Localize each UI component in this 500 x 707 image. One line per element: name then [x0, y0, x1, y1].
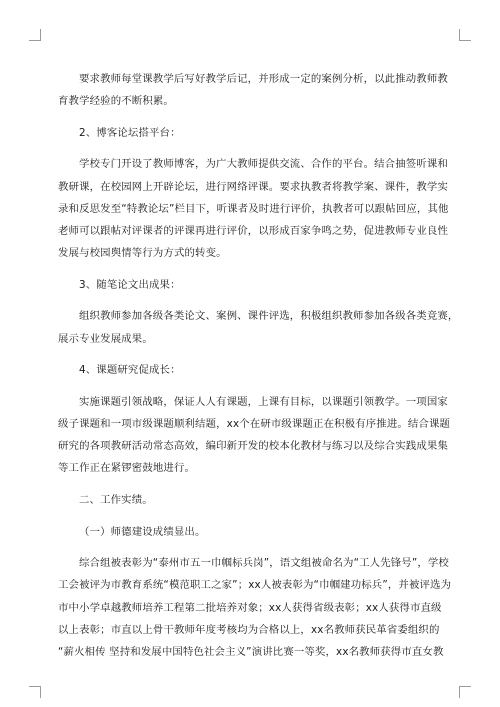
crop-mark-bottom-right-h	[459, 686, 471, 687]
crop-mark-top-left-v	[40, 29, 41, 41]
paragraph-line: 育教学经验的不断积累。	[58, 95, 174, 108]
document-body	[58, 68, 459, 673]
body-paragraph	[58, 391, 451, 480]
section-heading	[58, 489, 444, 511]
crop-mark-bottom-left-v	[40, 686, 41, 698]
crop-mark-top-right-h	[459, 40, 471, 41]
section-heading	[58, 521, 444, 543]
paragraph-line: 老师可以跟帖对评课者的评课再进行评价，以形成百家争鸣之势，促进教师专业良性	[58, 225, 448, 237]
section-heading	[58, 122, 444, 144]
section-heading	[58, 274, 444, 296]
body-paragraph	[58, 68, 448, 112]
crop-mark-top-right-v	[459, 29, 460, 41]
paragraph-line: 展示专业发展成果。	[58, 332, 153, 345]
heading-text: 3、随笔论文出成果：	[79, 278, 181, 291]
paragraph-line: 研究的各项教研活动常态高效，编印新开发的校本化教材与练习以及综合实践成果集	[58, 440, 448, 453]
body-paragraph	[58, 305, 459, 349]
paragraph-line: 以上表彰；市直以上骨干教师年度考核均为合格以上，xx名教师获民革省委组织的	[58, 623, 440, 636]
paragraph-line: 组织教师参加各级各类论文、案例、课件评选，积极组织教师参加各级各类竞赛，	[79, 310, 459, 323]
paragraph-line: 学校专门开设了教师博客，为广大教师提供交流、合作的平台。结合抽签听课和	[79, 158, 448, 171]
paragraph-line: 录和反思发至“特教论坛”栏目下，听课者及时进行评价，执教者可以跟帖回应，其他	[58, 202, 449, 215]
paragraph-line: “薪火相传 坚持和发展中国特色社会主义”演讲比赛一等奖，xx名教师获得市直女教	[58, 645, 444, 658]
crop-mark-bottom-right-v	[459, 686, 460, 698]
heading-text: （一）师德建设成绩显出。	[79, 525, 206, 538]
heading-text: 二、工作实绩。	[79, 493, 153, 506]
paragraph-line: 发展与校园舆情等行为方式的转变。	[58, 247, 227, 260]
body-paragraph	[58, 552, 452, 663]
section-heading	[58, 359, 444, 381]
paragraph-line: 工会被评为市教育系统“模范职工之家”；xx人被表彰为“巾帼建功标兵”，并被评选为	[58, 579, 452, 592]
body-paragraph	[58, 153, 449, 264]
paragraph-line: 级子课题和一项市级课题顺利结题，xx个在研市级课题正在积极有序推进。结合课题	[58, 417, 451, 430]
heading-text: 2、博客论坛搭平台：	[79, 126, 181, 139]
paragraph-line: 等工作正在紧锣密鼓地进行。	[58, 462, 196, 475]
heading-text: 4、课题研究促成长：	[79, 364, 181, 377]
paragraph-line: 要求教师每堂课教学后写好教学后记，并形成一定的案例分析，以此推动教师教	[79, 73, 448, 85]
paragraph-line: 市中小学卓越教师培养工程第二批培养对象；xx人获得省级表彰；xx人获得市直级	[58, 601, 442, 614]
paragraph-line: 实施课题引领战略，保证人人有课题，上课有目标，以课题引领教学。一项国家	[79, 395, 448, 408]
paragraph-line: 教研课，在校园网上开辟论坛，进行网络评课。要求执教者将教学案、课件，教学实	[58, 180, 448, 193]
paragraph-line: 综合组被表彰为“泰州市五一巾帼标兵岗”，语文组被命名为“工人先锋号”，学校	[79, 557, 449, 570]
